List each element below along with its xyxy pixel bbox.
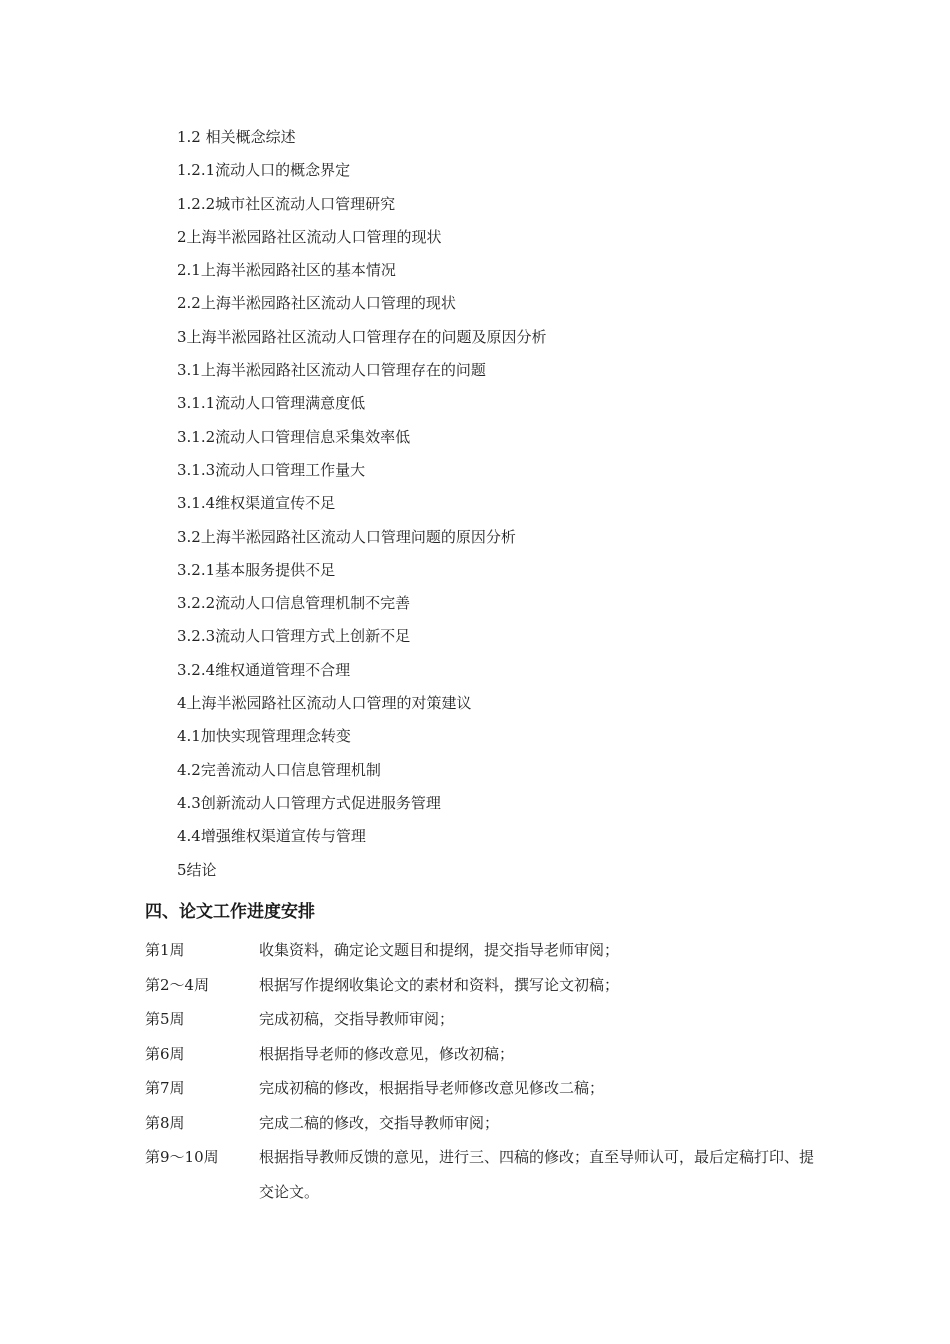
schedule-task: 完成二稿的修改，交指导教师审阅； xyxy=(259,1113,500,1132)
toc-item: 4.4增强维权渠道宣传与管理 xyxy=(177,827,366,846)
toc-item: 3.1上海半淞园路社区流动人口管理存在的问题 xyxy=(177,361,486,380)
schedule-row xyxy=(145,1037,825,1072)
schedule-row xyxy=(145,1106,825,1141)
schedule-week: 第2～4周 xyxy=(145,975,210,994)
toc-item: 2.2上海半淞园路社区流动人口管理的现状 xyxy=(177,294,456,313)
toc-item: 5结论 xyxy=(177,860,217,879)
toc-item: 3上海半淞园路社区流动人口管理存在的问题及原因分析 xyxy=(177,327,547,346)
toc-item: 3.1.1流动人口管理满意度低 xyxy=(177,394,366,413)
toc-item: 1.2.2城市社区流动人口管理研究 xyxy=(177,194,396,213)
schedule-week: 第8周 xyxy=(145,1113,185,1132)
schedule-row xyxy=(145,968,825,1003)
schedule-week: 第5周 xyxy=(145,1010,185,1028)
schedule-task: 根据写作提纲收集论文的素材和资料，撰写论文初稿； xyxy=(259,975,620,994)
toc-item: 4.1加快实现管理理念转变 xyxy=(177,727,351,746)
schedule-week: 第6周 xyxy=(145,1044,185,1063)
schedule-task: 根据指导教师反馈的意见，进行三、四稿的修改；直至导师认可，最后定稿打印、提交论文。 xyxy=(259,1148,815,1201)
toc-item: 3.2.2流动人口信息管理机制不完善 xyxy=(177,594,411,613)
toc-item: 2上海半淞园路社区流动人口管理的现状 xyxy=(177,227,442,246)
schedule-row xyxy=(145,1140,825,1209)
schedule-row xyxy=(145,1071,825,1106)
schedule-week: 第1周 xyxy=(145,941,185,959)
schedule-task: 完成初稿，交指导教师审阅； xyxy=(259,1010,455,1028)
toc-item: 4.3创新流动人口管理方式促进服务管理 xyxy=(177,793,441,812)
table-of-contents xyxy=(177,124,817,890)
toc-item: 4.2完善流动人口信息管理机制 xyxy=(177,760,381,779)
schedule-row xyxy=(145,933,825,968)
toc-item: 3.2.1基本服务提供不足 xyxy=(177,560,336,579)
toc-item: 3.1.3流动人口管理工作量大 xyxy=(177,460,366,479)
toc-item: 1.2.1流动人口的概念界定 xyxy=(177,161,351,180)
schedule-list xyxy=(145,933,825,1209)
toc-item: 3.2.3流动人口管理方式上创新不足 xyxy=(177,627,411,646)
toc-item: 2.1上海半淞园路社区的基本情况 xyxy=(177,261,396,280)
schedule-task: 根据指导老师的修改意见，修改初稿； xyxy=(259,1044,515,1063)
toc-item: 3.2.4维权通道管理不合理 xyxy=(177,660,351,679)
schedule-week: 第9～10周 xyxy=(145,1148,219,1166)
schedule-task: 完成初稿的修改，根据指导老师修改意见修改二稿； xyxy=(259,1079,605,1097)
schedule-task: 收集资料，确定论文题目和提纲，提交指导老师审阅； xyxy=(259,941,620,959)
toc-item: 1.2 相关概念综述 xyxy=(177,128,296,146)
toc-item: 3.2上海半淞园路社区流动人口管理问题的原因分析 xyxy=(177,527,516,546)
toc-item: 4上海半淞园路社区流动人口管理的对策建议 xyxy=(177,694,472,713)
schedule-week: 第7周 xyxy=(145,1079,185,1097)
toc-item: 3.1.4维权渠道宣传不足 xyxy=(177,494,336,513)
schedule-row xyxy=(145,1002,825,1037)
toc-item: 3.1.2流动人口管理信息采集效率低 xyxy=(177,427,411,446)
section-heading-schedule: 四、论文工作进度安排 xyxy=(145,902,315,922)
